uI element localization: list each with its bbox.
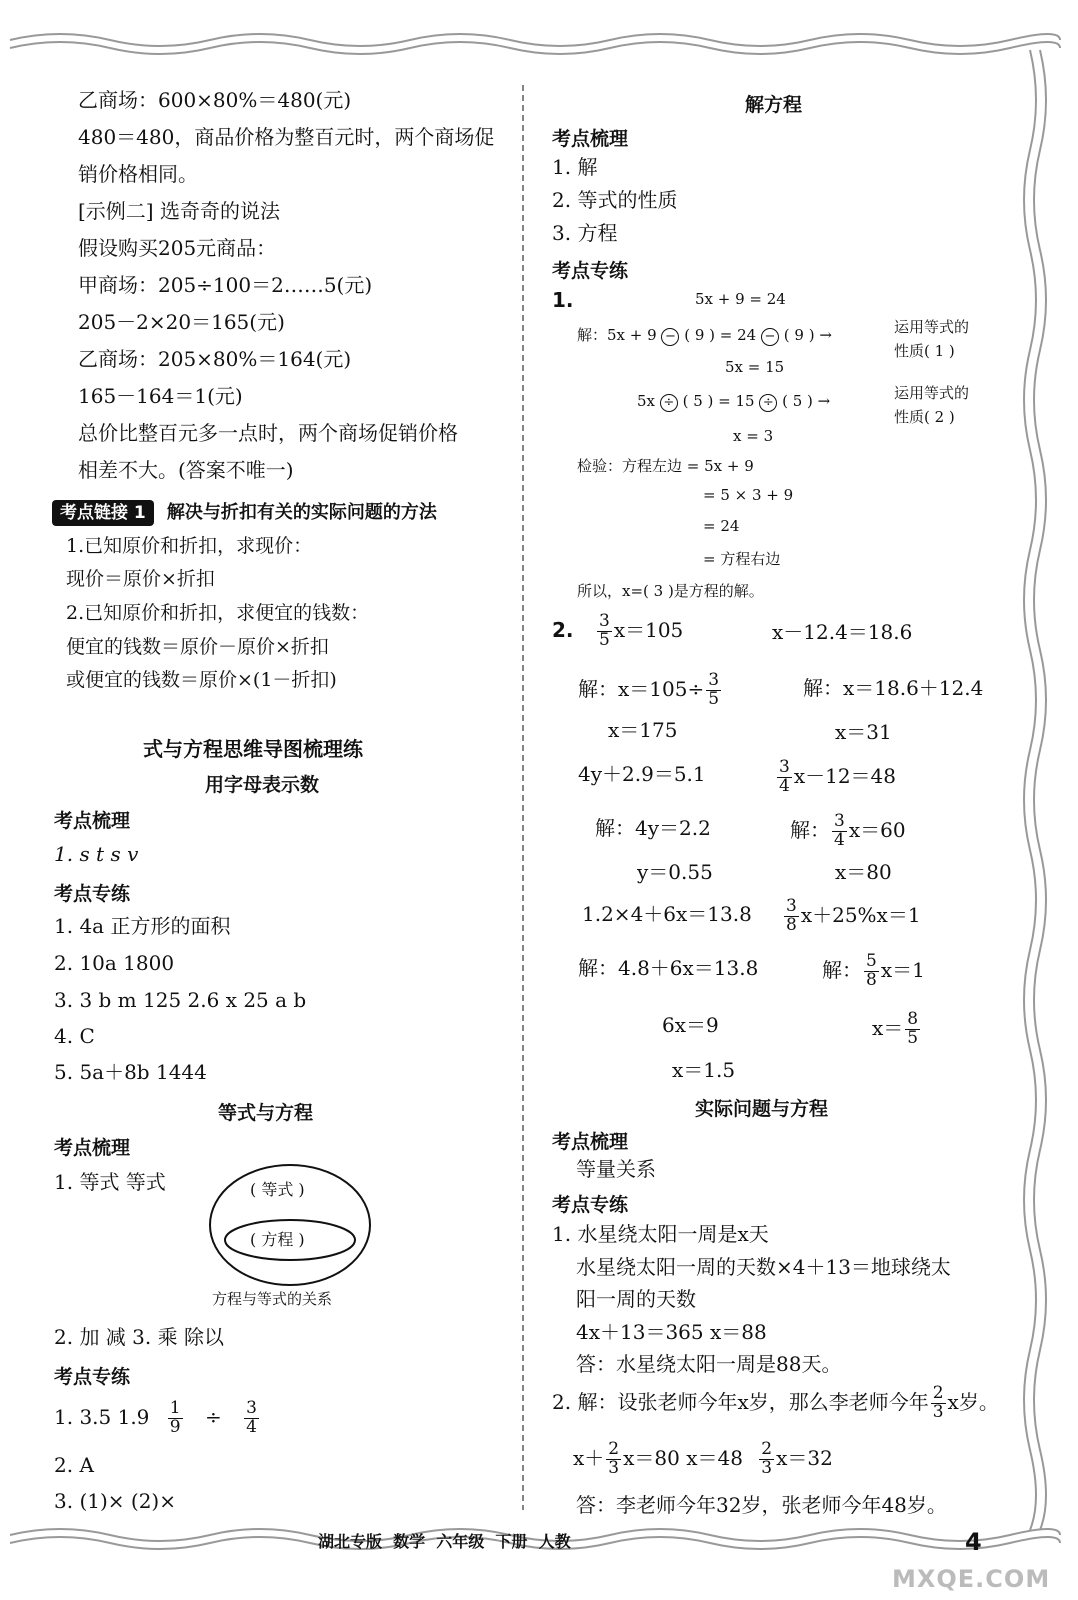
- answer-line-fractions: [552, 1378, 999, 1426]
- equation: [782, 891, 921, 939]
- subsection-title: 等式与方程: [218, 1102, 314, 1124]
- answer-part: x＝80 x＝48: [623, 1446, 743, 1470]
- equation: 解：4.8＋6x＝13.8: [578, 956, 759, 980]
- answer-line: 2. A: [54, 1453, 94, 1477]
- equation: [775, 752, 896, 800]
- denominator: 9: [169, 1417, 181, 1437]
- denominator: 3: [932, 1402, 944, 1422]
- heading: 考点专练: [552, 1194, 629, 1216]
- answer-line: 水星绕太阳一周的天数×4＋13＝地球绕太: [576, 1255, 951, 1279]
- equation-part: x＝60: [848, 818, 906, 842]
- link-badge: 考点链接 1: [52, 500, 154, 526]
- equation-part: x＝1: [880, 958, 925, 982]
- circled-operator: −: [761, 328, 779, 346]
- text-line: 乙商场：600×80%＝480(元): [78, 88, 352, 112]
- answer-line: 1. 水星绕太阳一周是x天: [552, 1222, 769, 1246]
- answer-line-fractions: [54, 1393, 261, 1441]
- ellipse-label-outer: ( 等式 ): [250, 1180, 305, 1199]
- denominator: 8: [786, 915, 797, 935]
- link-title: 解决与折扣有关的实际问题的方法: [166, 502, 437, 523]
- answer-line: 2. 10a 1800: [54, 951, 175, 975]
- numerator: 3: [786, 896, 797, 917]
- equation: [595, 606, 683, 654]
- equation-step: [637, 392, 830, 412]
- answer-line: 答：李老师今年32岁，张老师今年48岁。: [576, 1493, 947, 1517]
- denominator: 4: [834, 830, 845, 850]
- equation: x＝31: [835, 720, 892, 744]
- equation-part: x＝105: [613, 618, 684, 642]
- text-line: 现价＝原价×折扣: [66, 568, 215, 590]
- text-line: 假设购买205元商品：: [78, 236, 277, 260]
- fraction: [784, 898, 799, 935]
- text-line: 205－2×20＝165(元): [78, 310, 285, 334]
- equation: [790, 806, 906, 854]
- equation: 1.2×4＋6x＝13.8: [582, 902, 752, 926]
- ellipse-inner-text: 方程: [261, 1230, 294, 1249]
- numerator: 2: [932, 1383, 944, 1404]
- text-line: 乙商场：205×80%＝164(元): [78, 347, 352, 371]
- text-line: [示例二] 选奇奇的说法: [78, 199, 280, 223]
- answer-line: 1. 等式 等式: [54, 1170, 166, 1194]
- text-line: 便宜的钱数＝原价－原价×折扣: [66, 636, 329, 658]
- fraction: [597, 613, 612, 650]
- heading: 考点专练: [54, 883, 131, 905]
- check-line: = 5 × 3 + 9: [703, 486, 794, 504]
- question-number: 2.: [552, 618, 574, 642]
- answer-line-fractions: [573, 1434, 833, 1482]
- equation-part: 解：5x + 9: [577, 326, 657, 344]
- equation-part: 5x: [637, 392, 656, 410]
- check-line: 所以，x=( 3 )是方程的解。: [577, 582, 764, 600]
- answer-line: 1. s t s v: [54, 842, 139, 866]
- equation: x＝80: [835, 860, 892, 884]
- note-line: 运用等式的: [894, 318, 970, 336]
- question-number: 1.: [552, 288, 574, 312]
- circled-operator: −: [661, 328, 679, 346]
- text-line: 480＝480，商品价格为整百元时，两个商场促: [78, 125, 495, 149]
- equation: 解：x＝18.6＋12.4: [803, 676, 984, 700]
- equation: x＝175: [608, 718, 678, 742]
- text-line: 2.已知原价和折扣，求便宜的钱数：: [66, 602, 370, 624]
- heading: 考点梳理: [54, 810, 131, 832]
- fraction: [168, 1400, 183, 1437]
- answer-line: 1. 4a 正方形的面积: [54, 914, 231, 938]
- subsection-title: 用字母表示数: [205, 774, 320, 796]
- equation-line: 5x + 9 = 24: [695, 290, 786, 308]
- equation: 4y＋2.9＝5.1: [578, 762, 706, 786]
- numerator: 3: [246, 1398, 257, 1419]
- answer-part: x岁。: [947, 1390, 999, 1414]
- equation-part: 解：x＝105÷: [578, 677, 705, 701]
- equation-part: ( 9 ) →: [783, 326, 832, 344]
- equation-part: x＝: [872, 1016, 904, 1040]
- equation: x－12.4＝18.6: [772, 620, 913, 644]
- fraction: [832, 813, 847, 850]
- equation-part: x＋25%x＝1: [800, 903, 921, 927]
- fraction: [777, 759, 792, 796]
- footer-text: 湖北专版 数学 六年级 下册 人教: [318, 1532, 571, 1551]
- note-line: 性质( 1 ): [894, 342, 955, 360]
- text-line: 相差不大。(答案不唯一): [78, 458, 294, 482]
- equation: [578, 665, 723, 713]
- answer-line: 3. 方程: [552, 221, 618, 245]
- denominator: 4: [779, 776, 790, 796]
- check-line: = 24: [703, 517, 740, 535]
- circled-operator: ÷: [759, 394, 777, 412]
- answer-line: 2. 加 减 3. 乘 除以: [54, 1325, 224, 1349]
- note-line: 性质( 2 ): [894, 408, 955, 426]
- equation-part: ( 5 ) →: [782, 392, 831, 410]
- divide-sign: ÷: [204, 1405, 222, 1429]
- equation-step: [577, 324, 832, 346]
- circled-operator: ÷: [660, 394, 678, 412]
- equation-part: 解：: [790, 818, 830, 842]
- equation-line: x = 3: [733, 427, 774, 445]
- equation-part: ( 9 ) = 24: [684, 326, 757, 344]
- answer-part: 2. 解：设张老师今年x岁，那么李老师今年: [552, 1390, 929, 1414]
- heading: 考点专练: [54, 1366, 131, 1388]
- fraction: [244, 1400, 259, 1437]
- answer-line: 1. 解: [552, 155, 598, 179]
- numerator: 2: [761, 1439, 773, 1460]
- equation-line: 5x = 15: [725, 358, 785, 376]
- answer-line: 4. C: [54, 1024, 95, 1048]
- text-line: 或便宜的钱数＝原价×(1－折扣): [66, 669, 337, 691]
- fraction: [931, 1385, 946, 1422]
- numerator: 3: [834, 811, 845, 832]
- watermark: MXQE.COM: [892, 1565, 1051, 1593]
- answer-line: 答：水星绕太阳一周是88天。: [576, 1352, 842, 1376]
- answer-line: 阳一周的天数: [576, 1287, 696, 1311]
- ellipse-outer-text: 等式: [261, 1180, 294, 1199]
- equation-part: x－12＝48: [793, 764, 897, 788]
- answer-line: 4x＋13＝365 x＝88: [576, 1320, 767, 1344]
- heading: 考点梳理: [552, 128, 629, 150]
- denominator: 8: [866, 970, 877, 990]
- answer-line: 等量关系: [576, 1157, 656, 1181]
- fraction: [606, 1441, 621, 1478]
- fraction: [759, 1441, 774, 1478]
- note-line: 运用等式的: [894, 384, 970, 402]
- knowledge-link-header: [52, 498, 437, 524]
- section-title: 式与方程思维导图梳理练: [143, 737, 363, 761]
- ellipse-label-inner: ( 方程 ): [250, 1230, 305, 1249]
- equation-part: ( 5 ) = 15: [682, 392, 755, 410]
- answer-line: 3. (1)× (2)×: [54, 1489, 176, 1513]
- numerator: 3: [779, 757, 790, 778]
- numerator: 1: [169, 1398, 181, 1419]
- denominator: 4: [246, 1417, 257, 1437]
- text-line: 165－164＝1(元): [78, 384, 243, 408]
- denominator: 5: [907, 1028, 919, 1048]
- fraction: [905, 1011, 920, 1048]
- equation: [872, 1004, 922, 1052]
- numerator: 3: [708, 670, 720, 691]
- equation: y＝0.55: [637, 860, 713, 884]
- text-line: 销价格相同。: [78, 162, 198, 186]
- denominator: 3: [761, 1458, 773, 1478]
- equation: [822, 946, 925, 994]
- text-line: 总价比整百元多一点时，两个商场促销价格: [78, 421, 458, 445]
- heading: 考点专练: [552, 260, 629, 282]
- answer-part: x＋: [573, 1446, 605, 1470]
- page-number: 4: [965, 1528, 982, 1556]
- denominator: 3: [608, 1458, 620, 1478]
- numerator: 3: [599, 611, 610, 632]
- check-line: 检验：方程左边 = 5x + 9: [577, 457, 754, 475]
- denominator: 5: [708, 689, 720, 709]
- answer-line: 2. 等式的性质: [552, 188, 678, 212]
- numerator: 5: [866, 951, 877, 972]
- answer-prefix: 1. 3.5 1.9: [54, 1405, 150, 1429]
- fraction: [864, 953, 879, 990]
- ellipse-caption: 方程与等式的关系: [212, 1290, 333, 1308]
- numerator: 2: [608, 1439, 620, 1460]
- answer-line: 5. 5a＋8b 1444: [54, 1060, 207, 1084]
- section-title: 解方程: [745, 94, 803, 116]
- fraction: [706, 672, 721, 709]
- text-line: 1.已知原价和折扣，求现价：: [66, 535, 313, 557]
- check-line: = 方程右边: [703, 550, 781, 568]
- equation: x＝1.5: [672, 1058, 736, 1082]
- text-line: 甲商场：205÷100＝2……5(元): [78, 273, 373, 297]
- heading: 考点梳理: [54, 1137, 131, 1159]
- equation: 解：4y＝2.2: [595, 816, 711, 840]
- equation: 6x＝9: [662, 1013, 719, 1037]
- answer-part: x＝32: [776, 1446, 833, 1470]
- equation-part: 解：: [822, 958, 862, 982]
- denominator: 5: [599, 630, 610, 650]
- subsection-title: 实际问题与方程: [695, 1098, 829, 1120]
- numerator: 8: [907, 1009, 919, 1030]
- heading: 考点梳理: [552, 1131, 629, 1153]
- answer-line: 3. 3 b m 125 2.6 x 25 a b: [54, 988, 307, 1012]
